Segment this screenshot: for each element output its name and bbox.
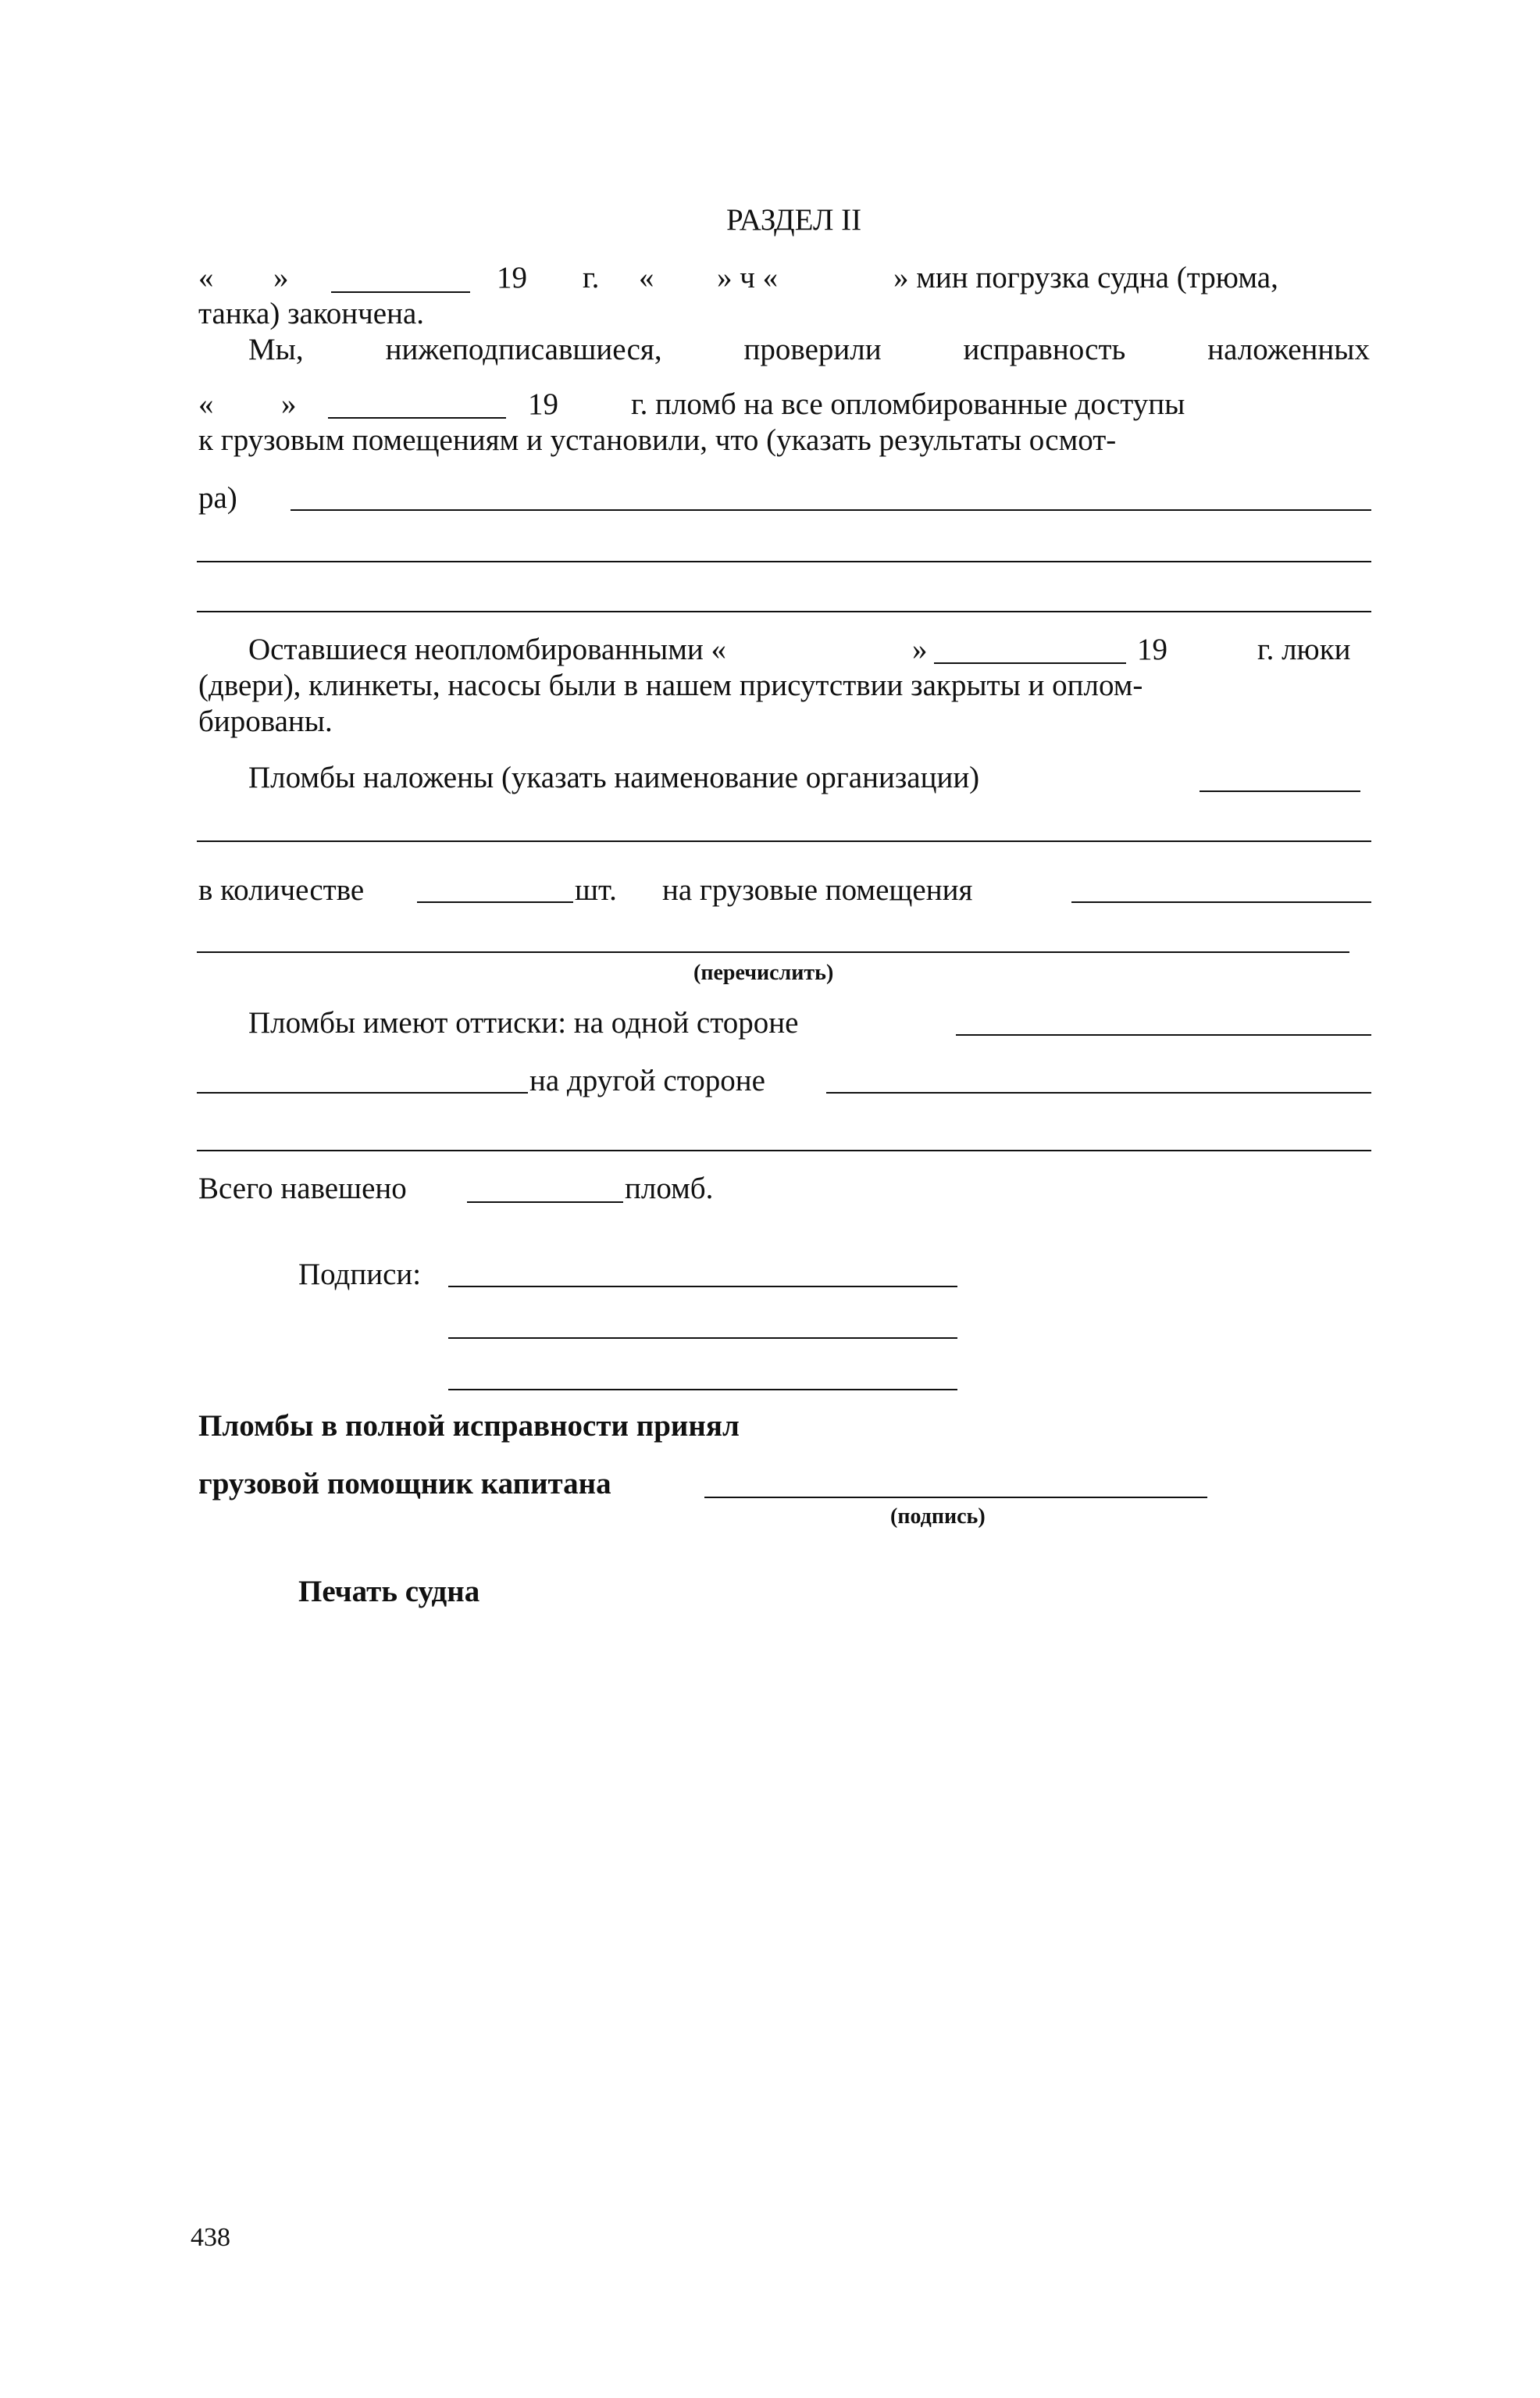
loading-finished-text: » мин погрузка судна (трюма, bbox=[893, 261, 1278, 294]
year-suffix: г. bbox=[583, 261, 600, 294]
cargo-rooms-field[interactable] bbox=[197, 951, 1349, 953]
word: наложенных bbox=[1207, 333, 1370, 366]
cargo-rooms-field[interactable] bbox=[1071, 901, 1371, 903]
impression-side2-field[interactable] bbox=[826, 1092, 1371, 1094]
signature-caption: (подпись) bbox=[890, 1504, 986, 1529]
hour-quote-close: » ч « bbox=[717, 261, 779, 294]
total-unit: пломб. bbox=[625, 1172, 714, 1205]
accepted-line2: грузовой помощник капитана bbox=[198, 1467, 611, 1501]
cargo-rooms-label: на грузовые помещения bbox=[662, 873, 973, 907]
word: проверили bbox=[743, 333, 882, 366]
page-number: 438 bbox=[191, 2223, 230, 2252]
day-month-field[interactable] bbox=[331, 291, 470, 293]
hatches-text: г. люки bbox=[1257, 633, 1351, 666]
impressions-label: Пломбы имеют оттиски: на одной стороне bbox=[248, 1006, 799, 1040]
inspection-results-field[interactable] bbox=[197, 561, 1371, 562]
inspection-line4: ра) bbox=[198, 481, 237, 515]
word: Мы, bbox=[248, 333, 304, 366]
organization-field[interactable] bbox=[1200, 790, 1360, 792]
signature-field[interactable] bbox=[448, 1337, 957, 1339]
word: нижеподписавшиеся, bbox=[385, 333, 662, 366]
quote-close: » bbox=[273, 261, 289, 294]
section-heading: РАЗДЕЛ II bbox=[726, 203, 862, 237]
ship-stamp-label: Печать судна bbox=[298, 1575, 480, 1608]
unsealed-line2: (двери), клинкеты, насосы были в нашем присутствии закрыты и оплом- bbox=[198, 669, 1143, 702]
organization-field[interactable] bbox=[197, 840, 1371, 842]
quote-close: » bbox=[912, 633, 928, 666]
seals-text: г. пломб на все опломбированные доступы bbox=[631, 387, 1185, 421]
unsealed-text: Оставшиеся неопломбированными « bbox=[248, 633, 727, 666]
impression-side1-field[interactable] bbox=[197, 1092, 528, 1094]
other-side-label: на другой стороне bbox=[529, 1064, 765, 1097]
quote-open: « bbox=[198, 387, 214, 421]
inspection-line3: к грузовым помещениям и установили, что (указать результаты осмот- bbox=[198, 423, 1117, 457]
unsealed-date-field[interactable] bbox=[934, 662, 1126, 664]
impression-side2-field[interactable] bbox=[197, 1150, 1371, 1151]
seal-date-field[interactable] bbox=[328, 417, 506, 419]
quote-open: « bbox=[198, 261, 214, 294]
inspection-line1 bbox=[248, 334, 1370, 365]
year-prefix: 19 bbox=[497, 261, 527, 294]
quantity-label: в количестве bbox=[198, 873, 365, 907]
captain-signature-field[interactable] bbox=[704, 1497, 1207, 1498]
inspection-results-field[interactable] bbox=[197, 611, 1371, 612]
signature-field[interactable] bbox=[448, 1389, 957, 1390]
inspection-results-field[interactable] bbox=[291, 509, 1371, 511]
word: исправность bbox=[963, 333, 1126, 366]
unsealed-line3: бированы. bbox=[198, 705, 333, 738]
quantity-field[interactable] bbox=[417, 901, 573, 903]
hour-quote-open: « bbox=[639, 261, 654, 294]
accepted-line1: Пломбы в полной исправности принял bbox=[198, 1409, 740, 1443]
loading-finished-line2: танка) закончена. bbox=[198, 297, 425, 330]
signature-field[interactable] bbox=[448, 1286, 957, 1287]
year-prefix: 19 bbox=[528, 387, 558, 421]
total-label: Всего навешено bbox=[198, 1172, 407, 1205]
year-prefix: 19 bbox=[1137, 633, 1167, 666]
quantity-unit: шт. bbox=[575, 873, 617, 907]
signatures-label: Подписи: bbox=[298, 1258, 422, 1291]
total-field[interactable] bbox=[467, 1201, 623, 1203]
quote-close: » bbox=[281, 387, 297, 421]
seals-applied-text: Пломбы наложены (указать наименование организации) bbox=[248, 761, 980, 794]
impression-side1-field[interactable] bbox=[956, 1034, 1371, 1036]
list-caption: (перечислить) bbox=[693, 961, 834, 985]
